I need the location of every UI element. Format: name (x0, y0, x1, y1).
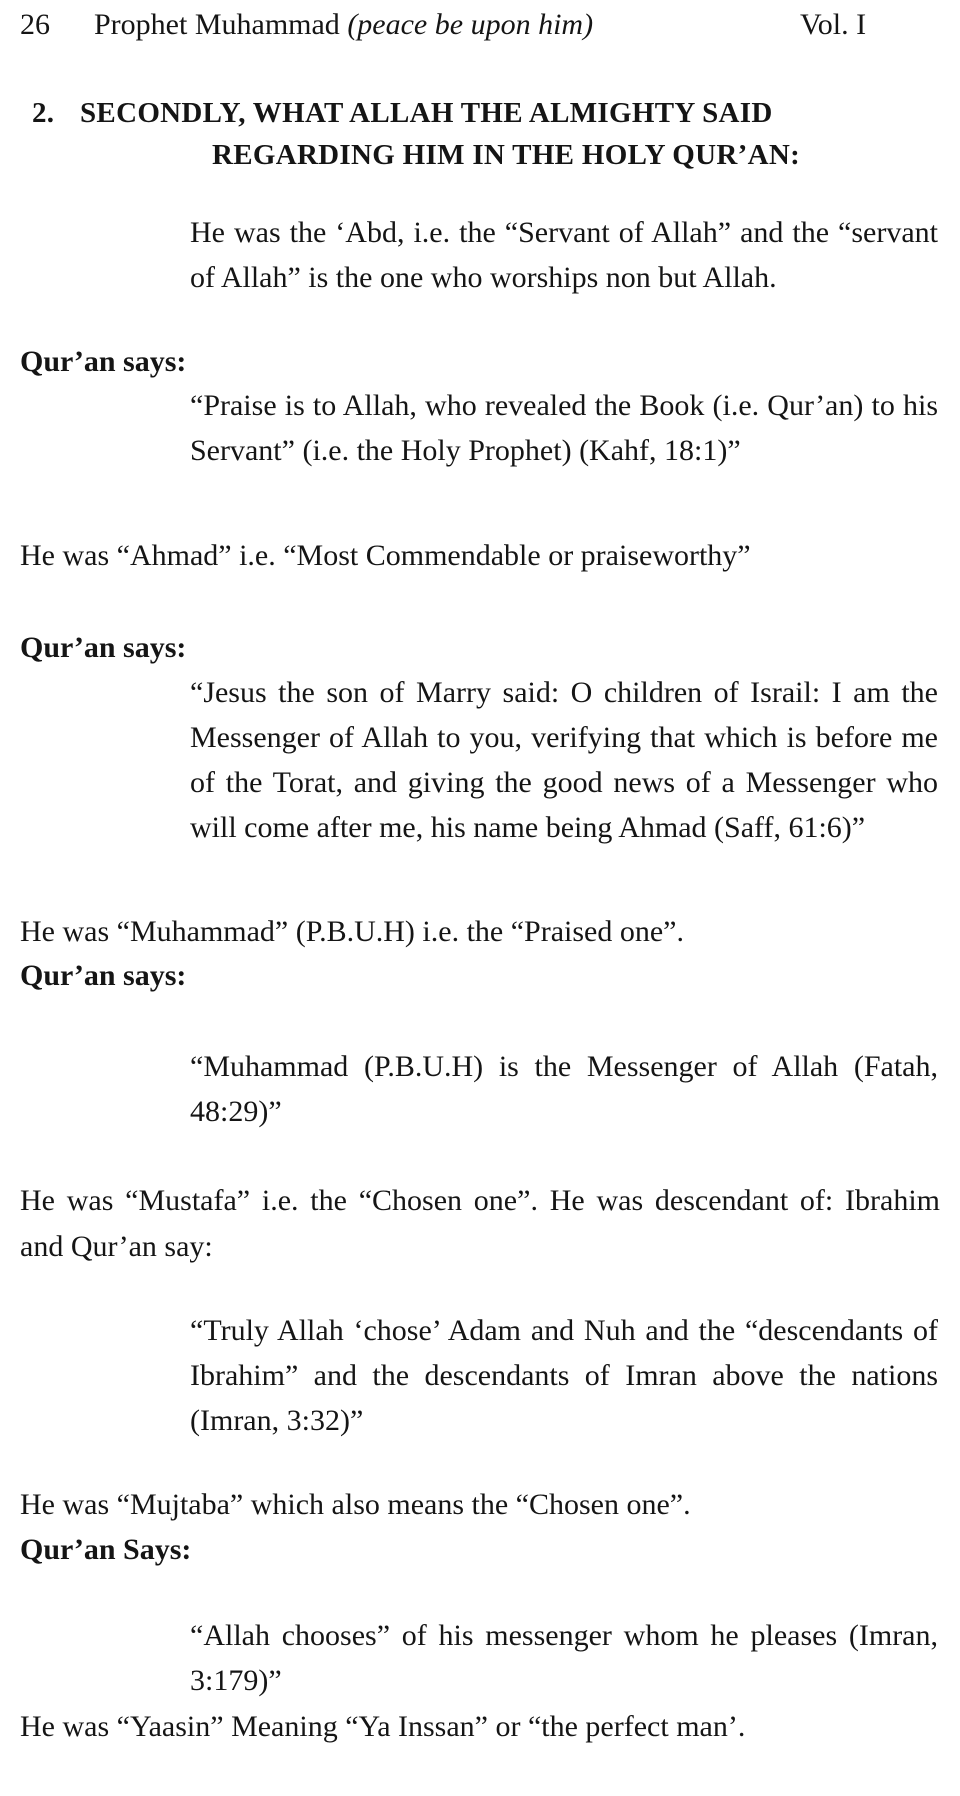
paragraph-mujtaba: He was “Mujtaba” which also means the “Chosen one”. (20, 1488, 691, 1521)
paragraph-yaasin: He was “Yaasin” Meaning “Ya Inssan” or “the perfect man’. (20, 1710, 746, 1743)
quran-says-label: Qur’an says: (20, 345, 187, 378)
paragraph-muhammad: He was “Muhammad” (P.B.U.H) i.e. the “Praised one”. (20, 915, 684, 948)
quran-says-label: Qur’an says: (20, 631, 187, 664)
volume-label: Vol. I (800, 8, 867, 41)
running-title-italic: (peace be upon him) (347, 8, 594, 41)
quran-says-label: Qur’an says: (20, 959, 187, 992)
section-heading-text-1: SECONDLY, WHAT ALLAH THE ALMIGHTY SAID (80, 97, 773, 129)
quote-fatah: “Muhammad (P.B.U.H) is the Messenger of Allah (Fatah, 48:29)” (190, 1050, 938, 1128)
running-title (94, 2, 593, 48)
section-heading-line-1 (20, 92, 940, 134)
quote-saff: “Jesus the son of Marry said: O children of Israil: I am the Messenger of Allah to you, verifying that which is before me of the Torat, and giving the good news of a Messenger who will come after me, his name being Ahmad (Saff, 61:6)” (190, 676, 938, 844)
quote-imran-32: “Truly Allah ‘chose’ Adam and Nuh and the “descendants of Ibrahim” and the descendants of Imran above the nations (Imran, 3:32)” (190, 1314, 938, 1437)
paragraph-ahmad: He was “Ahmad” i.e. “Most Commendable or praiseworthy” (20, 539, 751, 572)
quran-says-label: Qur’an Says: (20, 1533, 192, 1566)
section-number: 2. (32, 97, 55, 129)
quote-imran-179: “Allah chooses” of his messenger whom he pleases (Imran, 3:179)” (190, 1619, 938, 1697)
quote-kahf: “Praise is to Allah, who revealed the Book (i.e. Qur’an) to his Servant” (i.e. the Holy Prophet) (Kahf, 18:1)” (190, 389, 938, 467)
section-heading-line-2: REGARDING HIM IN THE HOLY QUR’AN: (211, 139, 801, 171)
running-title-plain: Prophet Muhammad (94, 8, 348, 41)
intro-quote: He was the ‘Abd, i.e. the “Servant of Allah” and the “servant of Allah” is the one who worships non but Allah. (190, 216, 938, 294)
paragraph-mustafa: He was “Mustafa” i.e. the “Chosen one”. He was descendant of: Ibrahim and Qur’an say: (20, 1184, 940, 1263)
page-number: 26 (20, 8, 50, 41)
